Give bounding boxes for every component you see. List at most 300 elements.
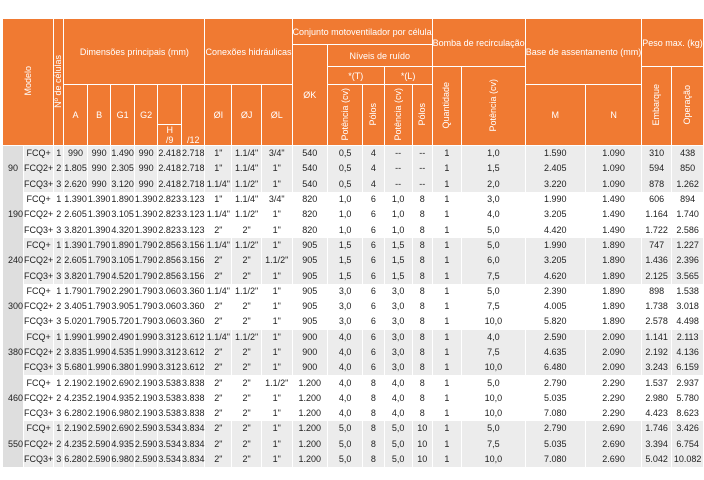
table-cell: 3.360: [181, 299, 205, 314]
table-cell: 2.578: [642, 314, 672, 329]
table-cell: 3/4": [261, 146, 292, 162]
table-cell: 3.538: [158, 375, 182, 390]
table-cell: 2: [54, 391, 64, 406]
table-cell: 2.590: [134, 437, 158, 452]
table-cell: 1.1/2": [232, 207, 262, 222]
table-cell: FCQ+: [24, 146, 54, 162]
table-cell: 3.123: [181, 192, 205, 207]
table-cell: 7.080: [525, 406, 585, 421]
table-cell: --: [412, 161, 432, 176]
table-cell: 1: [432, 222, 461, 237]
table-cell: 2": [205, 345, 232, 360]
table-cell: 4,0: [327, 391, 362, 406]
table-cell: 4,0: [384, 391, 412, 406]
table-cell: 2: [54, 299, 64, 314]
table-cell: 3.834: [181, 421, 205, 436]
table-cell: 3.538: [158, 391, 182, 406]
table-cell: FCQ2+: [24, 391, 54, 406]
header-modelo: Modelo: [3, 19, 54, 146]
table-cell: 2": [232, 345, 262, 360]
table-cell: 6: [363, 222, 384, 237]
table-cell: 8: [412, 222, 432, 237]
table-row: [3, 161, 704, 176]
table-cell: 4.423: [642, 406, 672, 421]
table-cell: 2.620: [64, 177, 88, 192]
table-cell: 3,0: [384, 330, 412, 345]
table-cell: 6.980: [111, 406, 135, 421]
table-cell: 820: [292, 222, 327, 237]
table-cell: 2.290: [585, 406, 641, 421]
table-cell: 3.426: [671, 421, 703, 436]
table-cell: 2.718: [181, 146, 205, 162]
table-cell: 3.105: [111, 253, 135, 268]
table-cell: 540: [292, 177, 327, 192]
table-cell: FCQ2+: [24, 437, 54, 452]
table-cell: 3: [54, 452, 64, 467]
header-b: B: [87, 85, 111, 146]
table-cell: 2": [205, 375, 232, 390]
table-cell: 1": [261, 222, 292, 237]
table-cell: 10: [412, 452, 432, 467]
table-cell: 2": [205, 253, 232, 268]
table-cell: 2.390: [525, 284, 585, 299]
table-cell: 3.312: [158, 345, 182, 360]
table-cell: 1.990: [87, 360, 111, 375]
table-cell: 1.790: [87, 284, 111, 299]
table-cell: 5,0: [462, 421, 526, 436]
table-cell: 3,0: [327, 284, 362, 299]
table-cell: 2: [54, 161, 64, 176]
table-cell: FCQ2+: [24, 299, 54, 314]
table-cell: 1: [432, 238, 461, 253]
table-cell: 6: [363, 299, 384, 314]
table-cell: 1: [432, 177, 461, 192]
table-cell: 2": [232, 360, 262, 375]
table-cell: 8: [363, 406, 384, 421]
table-cell: 6.980: [111, 452, 135, 467]
table-cell: 4.535: [111, 345, 135, 360]
table-cell: 540: [292, 146, 327, 162]
table-cell: 2": [232, 437, 262, 452]
table-cell: 6: [363, 345, 384, 360]
table-cell: 2": [232, 406, 262, 421]
table-cell: 1: [432, 207, 461, 222]
table-cell: 3,0: [384, 299, 412, 314]
table-cell: FCQ+: [24, 330, 54, 345]
table-row: [3, 330, 704, 345]
table-row: [3, 146, 704, 162]
table-cell: 8: [412, 391, 432, 406]
table-cell: 820: [292, 207, 327, 222]
table-cell: 7,5: [462, 345, 526, 360]
table-row: [3, 406, 704, 421]
table-cell: 6: [363, 330, 384, 345]
table-cell: 2.190: [87, 391, 111, 406]
header-g1: G1: [111, 85, 135, 146]
table-row: [3, 207, 704, 222]
table-cell: 2.605: [64, 253, 88, 268]
table-cell: 2": [205, 222, 232, 237]
header-conexoes: Conexões hidráulicas: [205, 19, 292, 85]
table-cell: 905: [292, 268, 327, 283]
table-cell: 1.890: [585, 299, 641, 314]
table-cell: 10,0: [462, 391, 526, 406]
table-cell: 1,5: [327, 268, 362, 283]
table-cell: 3.156: [181, 238, 205, 253]
table-cell: 1.790: [134, 238, 158, 253]
table-cell: 1.1/2": [232, 284, 262, 299]
table-cell: 1,5: [327, 253, 362, 268]
table-row: [3, 452, 704, 467]
table-cell: 2.418: [158, 146, 182, 162]
table-cell: 990: [64, 146, 88, 162]
table-cell: 894: [671, 192, 703, 207]
table-cell: 4,0: [327, 360, 362, 375]
table-cell: 1.390: [134, 192, 158, 207]
table-cell: 5,0: [462, 284, 526, 299]
table-cell: 2.290: [585, 375, 641, 390]
table-cell: 3: [54, 222, 64, 237]
table-cell: 7,5: [462, 268, 526, 283]
table-cell: 2.590: [87, 452, 111, 467]
table-cell: 3,0: [462, 192, 526, 207]
table-cell: 8.623: [671, 406, 703, 421]
table-cell: 990: [87, 177, 111, 192]
table-cell: 3: [54, 314, 64, 329]
table-cell: 3.612: [181, 330, 205, 345]
table-cell: 5,0: [384, 437, 412, 452]
table-cell: 3.105: [111, 207, 135, 222]
table-cell: 1,5: [327, 238, 362, 253]
table-cell: 10: [412, 421, 432, 436]
table-cell: 878: [642, 177, 672, 192]
table-cell: 4.498: [671, 314, 703, 329]
table-cell: 3.205: [525, 207, 585, 222]
table-cell: 2.190: [64, 421, 88, 436]
table-cell: 2.190: [134, 375, 158, 390]
table-cell: 3.243: [642, 360, 672, 375]
table-cell: 2.590: [134, 421, 158, 436]
table-cell: 2": [205, 299, 232, 314]
table-cell: 1": [261, 299, 292, 314]
table-cell: 2.396: [671, 253, 703, 268]
table-cell: 2.190: [87, 375, 111, 390]
table-cell: 3.060: [158, 284, 182, 299]
table-cell: 1.390: [64, 192, 88, 207]
table-cell: 1: [432, 146, 461, 162]
table-cell: 2": [205, 314, 232, 329]
table-cell: 3.612: [181, 345, 205, 360]
table-cell: 3.060: [158, 314, 182, 329]
table-cell: 2.190: [87, 406, 111, 421]
table-cell: 1.200: [292, 375, 327, 390]
table-cell: 905: [292, 253, 327, 268]
table-cell: 1.1/4": [232, 192, 262, 207]
table-row: [3, 437, 704, 452]
table-cell: 1.490: [585, 192, 641, 207]
table-cell: 1": [261, 177, 292, 192]
table-cell: 8: [412, 284, 432, 299]
table-cell: 1,0: [462, 146, 526, 162]
table-cell: 1: [432, 284, 461, 299]
table-cell: 3.405: [64, 299, 88, 314]
table-cell: 6: [363, 192, 384, 207]
table-cell: 2: [54, 253, 64, 268]
table-cell: 2.937: [671, 375, 703, 390]
table-cell: 5,0: [327, 437, 362, 452]
table-cell: 1.436: [642, 253, 672, 268]
table-cell: 2": [232, 375, 262, 390]
table-cell: 6.280: [64, 452, 88, 467]
table-cell: 1": [205, 146, 232, 162]
header-potencia-t: Potência (cv): [327, 85, 362, 146]
table-cell: 3,0: [327, 299, 362, 314]
table-cell: 6: [363, 314, 384, 329]
table-cell: 5,0: [327, 421, 362, 436]
table-cell: 1.890: [585, 284, 641, 299]
header-polos-l: Pólos: [412, 85, 432, 146]
table-cell: 1: [432, 268, 461, 283]
table-cell: 1,0: [327, 222, 362, 237]
table-cell: --: [384, 146, 412, 162]
table-cell: 2": [232, 299, 262, 314]
table-cell: 1.990: [87, 330, 111, 345]
table-cell: 3,0: [384, 360, 412, 375]
table-cell: 900: [292, 360, 327, 375]
table-cell: 8: [363, 391, 384, 406]
header-h12: /12: [181, 85, 205, 146]
table-cell: 905: [292, 299, 327, 314]
table-cell: 1.538: [671, 284, 703, 299]
header-niveis: Níveis de ruído: [327, 45, 432, 67]
table-cell: 3.156: [181, 268, 205, 283]
table-cell: 4,0: [384, 406, 412, 421]
table-cell: 4.620: [525, 268, 585, 283]
table-cell: 747: [642, 238, 672, 253]
table-cell: 2.718: [181, 177, 205, 192]
table-cell: FCQ2+: [24, 161, 54, 176]
table-cell: 6: [363, 238, 384, 253]
header-a: A: [64, 85, 88, 146]
table-cell: 1.740: [671, 207, 703, 222]
table-cell: 1: [432, 345, 461, 360]
table-cell: 1.790: [134, 284, 158, 299]
table-cell: 1.490: [585, 222, 641, 237]
table-row: [3, 268, 704, 283]
table-cell: 1: [54, 330, 64, 345]
table-cell: 2.590: [87, 437, 111, 452]
table-cell: 1.890: [111, 238, 135, 253]
table-cell: 3: [54, 406, 64, 421]
model-cell: 190: [3, 192, 24, 238]
header-peso: Peso max. (kg): [642, 19, 704, 67]
table-cell: 1: [54, 375, 64, 390]
table-cell: 6: [363, 284, 384, 299]
table-cell: 1.390: [64, 238, 88, 253]
table-cell: 1.390: [87, 207, 111, 222]
header-polos-t: Pólos: [363, 85, 384, 146]
table-cell: 1.990: [64, 330, 88, 345]
table-row: [3, 299, 704, 314]
table-cell: 2.856: [158, 253, 182, 268]
table-cell: 8: [363, 452, 384, 467]
table-cell: 4.520: [111, 268, 135, 283]
table-cell: 540: [292, 161, 327, 176]
table-cell: 1: [432, 437, 461, 452]
table-body: [3, 146, 704, 468]
table-cell: 1.141: [642, 330, 672, 345]
table-row: [3, 391, 704, 406]
table-cell: 5.720: [111, 314, 135, 329]
header-g2: G2: [134, 85, 158, 146]
table-cell: --: [412, 146, 432, 162]
table-cell: 1": [261, 161, 292, 176]
table-cell: 2: [54, 345, 64, 360]
table-cell: 1.790: [134, 253, 158, 268]
table-cell: 2.590: [134, 452, 158, 467]
table-cell: 2.290: [111, 284, 135, 299]
table-cell: 1: [432, 161, 461, 176]
table-cell: FCQ2+: [24, 207, 54, 222]
table-cell: 990: [87, 161, 111, 176]
table-cell: 6: [363, 360, 384, 375]
table-cell: FCQ+: [24, 238, 54, 253]
table-cell: 8: [412, 406, 432, 421]
table-cell: 8: [412, 330, 432, 345]
table-cell: FCQ3+: [24, 268, 54, 283]
table-cell: 6: [363, 207, 384, 222]
table-cell: 8: [412, 314, 432, 329]
table-row: [3, 375, 704, 390]
table-cell: 1.200: [292, 421, 327, 436]
table-cell: 2.690: [585, 437, 641, 452]
table-cell: 5,0: [462, 222, 526, 237]
table-cell: 3/4": [261, 192, 292, 207]
header-ol: ØL: [261, 85, 292, 146]
table-cell: 1.200: [292, 452, 327, 467]
table-cell: 3,0: [384, 345, 412, 360]
table-cell: 1.790: [87, 314, 111, 329]
table-cell: 3.835: [64, 345, 88, 360]
table-cell: 1.890: [111, 192, 135, 207]
table-cell: 310: [642, 146, 672, 162]
table-cell: 3.612: [181, 360, 205, 375]
table-cell: 6.380: [111, 360, 135, 375]
table-cell: 3.838: [181, 391, 205, 406]
table-cell: 990: [134, 161, 158, 176]
table-row: [3, 222, 704, 237]
header-conjunto: Conjunto motoventilador por célula: [292, 19, 432, 45]
table-cell: 1: [54, 421, 64, 436]
table-cell: 4.235: [64, 391, 88, 406]
table-cell: 1.790: [87, 268, 111, 283]
table-cell: 1.1/4": [232, 146, 262, 162]
table-cell: 3.394: [642, 437, 672, 452]
table-cell: 3.312: [158, 360, 182, 375]
table-cell: 1": [261, 360, 292, 375]
table-cell: 1.790: [87, 299, 111, 314]
header-base: Base de assentamento (mm): [525, 19, 642, 85]
table-cell: 1: [432, 360, 461, 375]
table-cell: 1.1/2": [232, 238, 262, 253]
table-cell: 2.290: [585, 391, 641, 406]
table-cell: 1.746: [642, 421, 672, 436]
table-cell: 2.790: [525, 421, 585, 436]
table-cell: 2.125: [642, 268, 672, 283]
table-cell: 2.718: [181, 161, 205, 176]
table-cell: 2": [232, 268, 262, 283]
table-cell: 4,0: [327, 406, 362, 421]
header-operacao: Operação: [671, 67, 703, 146]
table-cell: 1: [432, 391, 461, 406]
header-quantidade: Quantidade: [432, 67, 461, 146]
table-cell: 4,0: [462, 330, 526, 345]
table-cell: FCQ+: [24, 375, 54, 390]
table-cell: 1.200: [292, 437, 327, 452]
table-cell: 2.190: [134, 391, 158, 406]
table-cell: 5,0: [384, 421, 412, 436]
table-cell: 900: [292, 330, 327, 345]
table-cell: 1.790: [134, 268, 158, 283]
table-cell: 4.136: [671, 345, 703, 360]
table-cell: 0,5: [327, 146, 362, 162]
table-cell: 3.312: [158, 330, 182, 345]
table-cell: 1": [205, 161, 232, 176]
table-cell: 1: [54, 238, 64, 253]
table-cell: 2": [205, 421, 232, 436]
table-cell: 6: [363, 253, 384, 268]
header-oj: ØJ: [232, 85, 262, 146]
table-cell: 3.123: [181, 222, 205, 237]
table-cell: 1.390: [87, 192, 111, 207]
header-n: N: [585, 85, 641, 146]
table-cell: 1: [432, 406, 461, 421]
table-cell: 1": [261, 421, 292, 436]
table-cell: 2": [232, 253, 262, 268]
table-cell: 1: [54, 192, 64, 207]
table-cell: 1,0: [384, 207, 412, 222]
table-row: [3, 177, 704, 192]
table-cell: 5.780: [671, 391, 703, 406]
header-celulas: Nº de células: [54, 19, 64, 146]
table-cell: 2": [205, 391, 232, 406]
table-cell: 8: [412, 375, 432, 390]
table-cell: 3.360: [181, 314, 205, 329]
table-cell: 6.480: [525, 360, 585, 375]
table-cell: 2.113: [671, 330, 703, 345]
table-cell: 3: [54, 360, 64, 375]
table-cell: 1: [432, 192, 461, 207]
table-cell: 1.390: [134, 222, 158, 237]
table-cell: 1.390: [134, 207, 158, 222]
table-cell: 3.156: [181, 253, 205, 268]
table-cell: 3: [54, 268, 64, 283]
table-cell: 820: [292, 192, 327, 207]
table-cell: 8: [412, 345, 432, 360]
table-cell: 8: [412, 207, 432, 222]
table-cell: 1": [261, 207, 292, 222]
table-cell: 1": [261, 437, 292, 452]
table-cell: 1: [432, 452, 461, 467]
table-row: [3, 314, 704, 329]
table-cell: 2.590: [525, 330, 585, 345]
table-cell: 1: [54, 284, 64, 299]
table-cell: 0,5: [327, 161, 362, 176]
table-cell: 1.164: [642, 207, 672, 222]
table-cell: 4.420: [525, 222, 585, 237]
header-embarque: Embarque: [642, 67, 672, 146]
table-cell: 4,0: [327, 345, 362, 360]
